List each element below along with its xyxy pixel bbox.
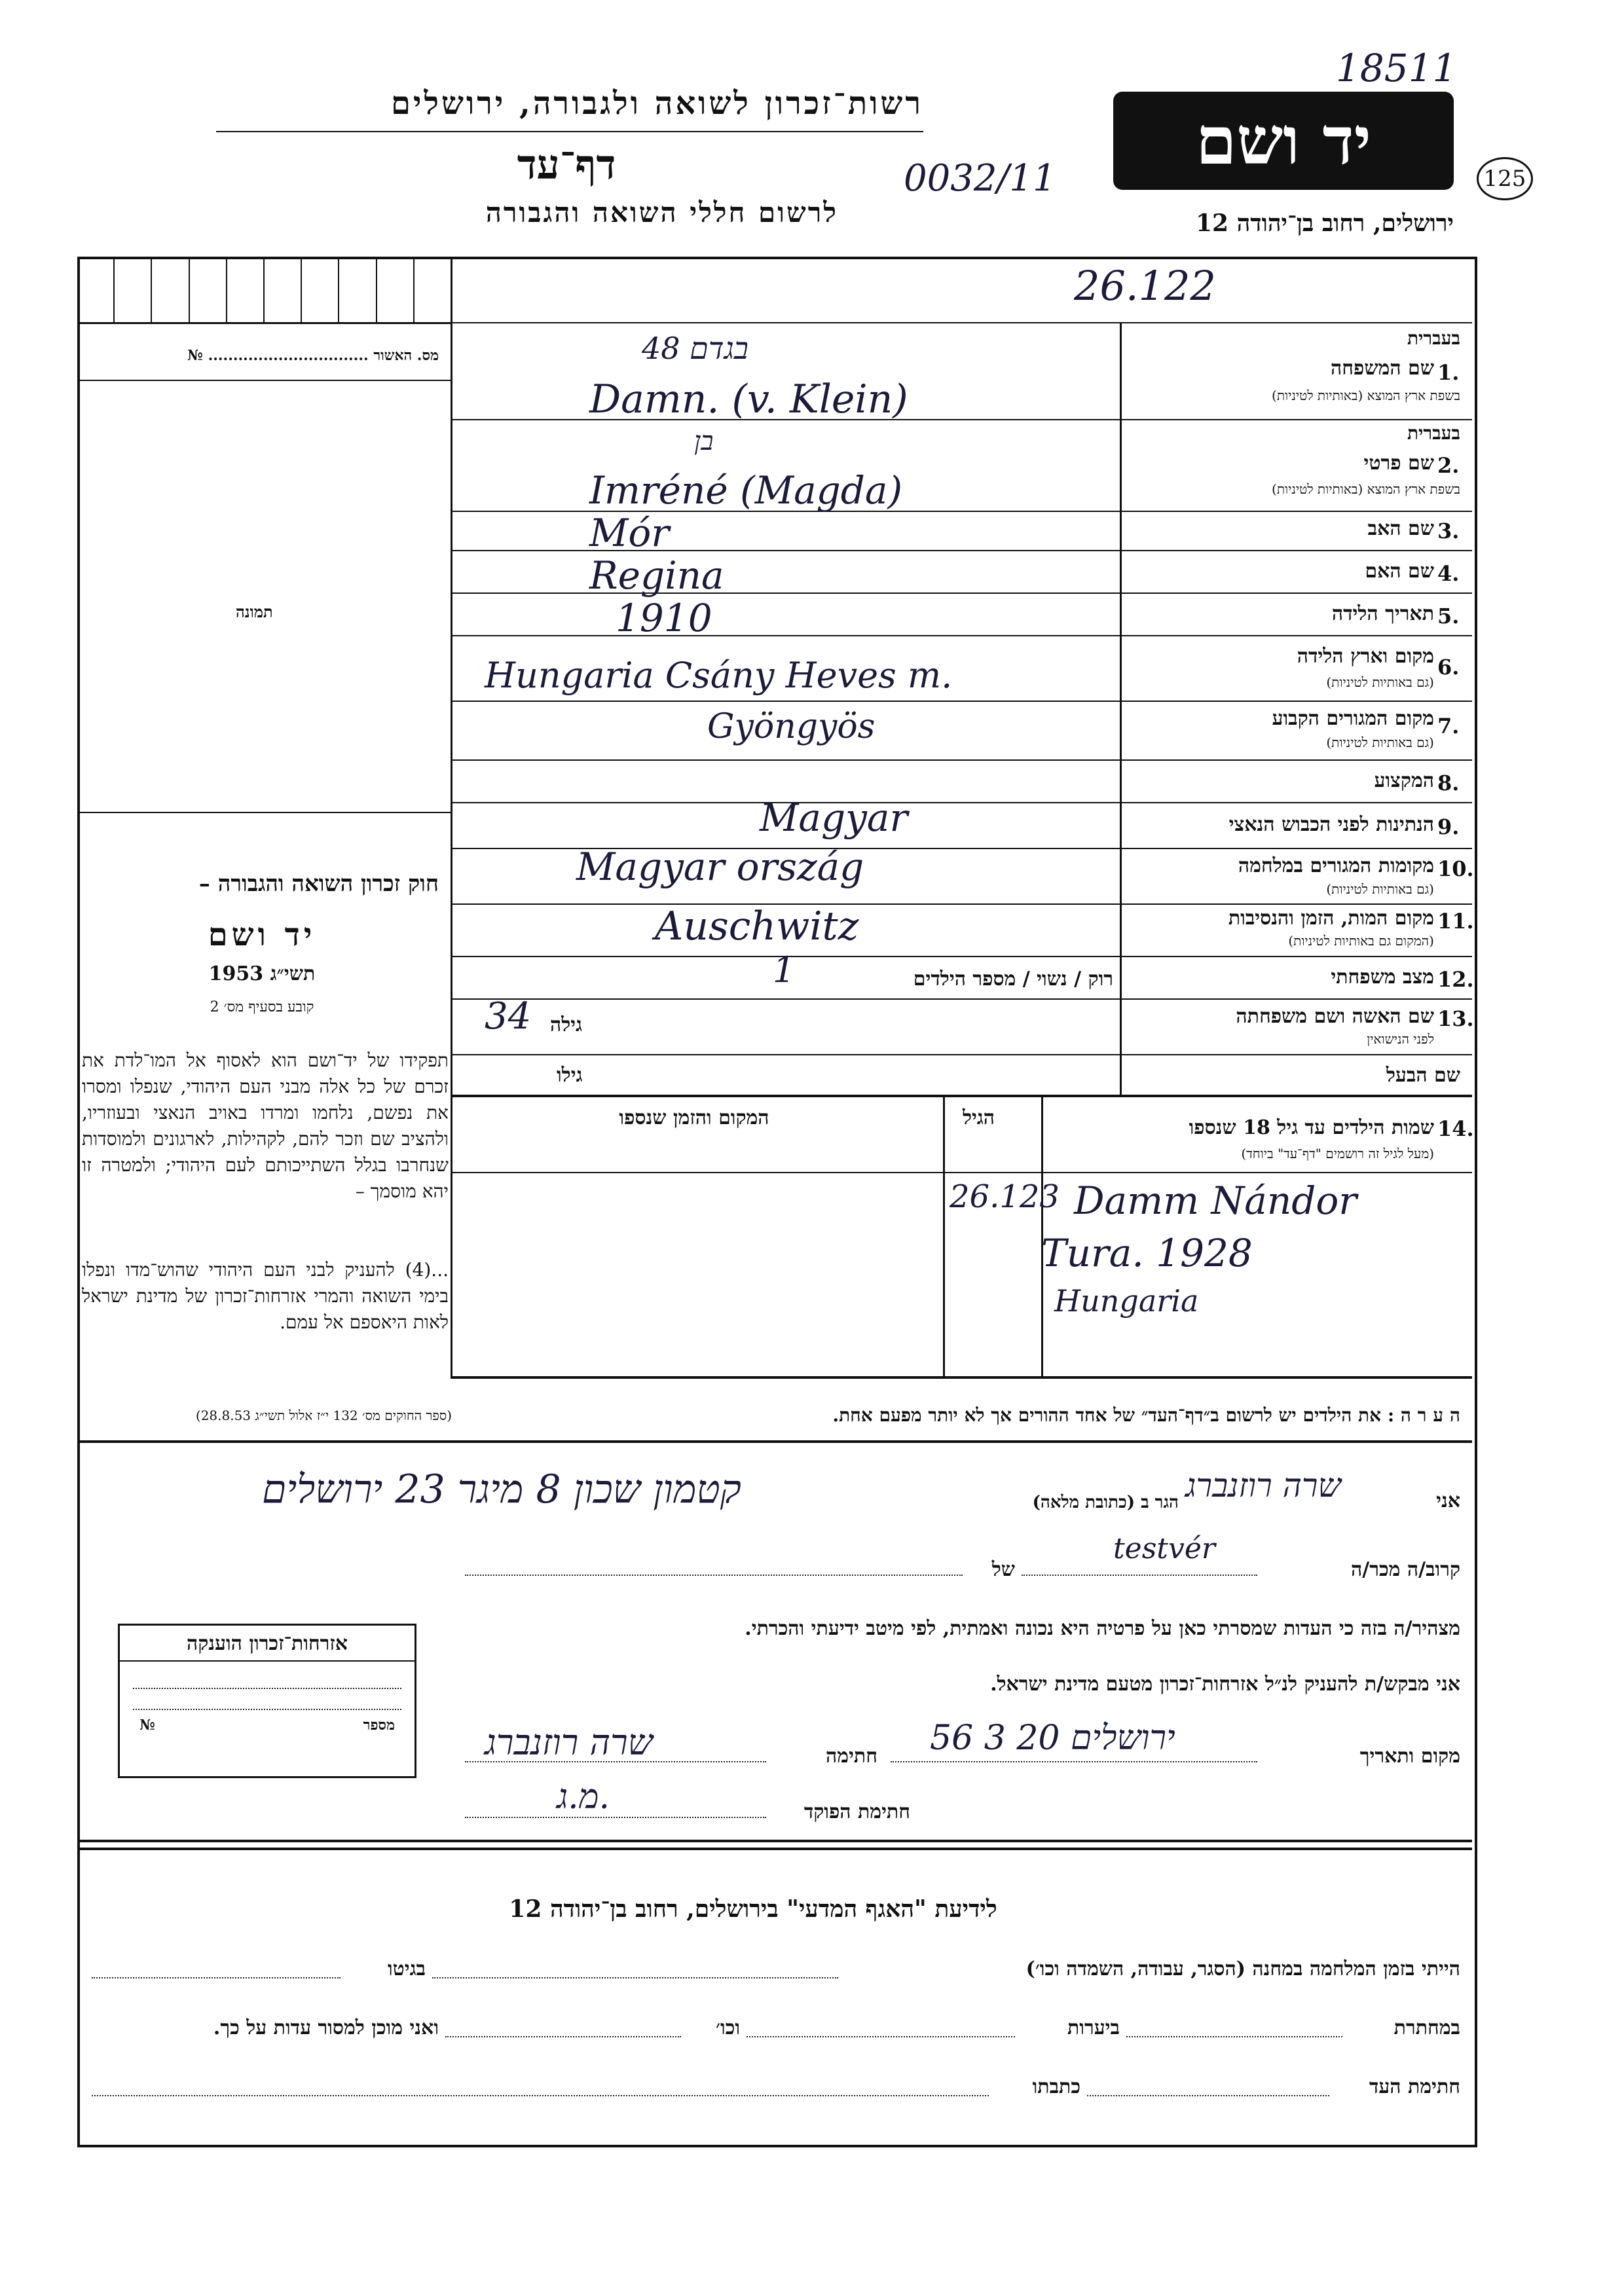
- relation-value: testvér: [1113, 1532, 1215, 1565]
- header-rule: [216, 131, 923, 132]
- field-8-number: 8.: [1437, 771, 1460, 795]
- supervisor-signature: מ.ג.: [557, 1777, 610, 1817]
- field-10-value: Magyar ország: [576, 845, 864, 889]
- of-label: של: [991, 1558, 1015, 1581]
- declarant-address: קטמון שכון 8 מיגר 23 ירושלים: [262, 1467, 741, 1512]
- field-10-label: מקומות המגורים במלחמה: [1238, 854, 1434, 877]
- law-reference: (ספר החוקים מס׳ 132 י״ז אלול תשי״ג 28.8.53): [195, 1408, 452, 1423]
- label-column-divider: [1120, 322, 1122, 1095]
- law-clause: קובע בסעיף מס׳ 2: [210, 999, 314, 1015]
- field-12-label: מצב משפחתי: [1331, 966, 1434, 989]
- row-rule-13: [451, 1054, 1472, 1055]
- row-rule-6: [451, 701, 1472, 702]
- footer-etc-label: וכו׳: [716, 2016, 740, 2039]
- field-9-value: Magyar: [760, 795, 908, 840]
- field-11-value: Auschwitz: [655, 903, 859, 949]
- field-14-sublabel: (מעל לגיל זה רושמים "דף־עד" ביוחד): [1241, 1146, 1434, 1161]
- field-2-hebrew-value: בן: [694, 426, 714, 456]
- field-7-sublabel: (גם באותיות לטיניות): [1326, 735, 1434, 750]
- footer-underground-line: [1126, 2036, 1342, 2037]
- footer-witness-signature-label: חתימת העד: [1369, 2075, 1460, 2098]
- children-header-rule: [451, 1172, 1472, 1173]
- law-text-2: ...(4) להעניק לבני העם היהודי שהוש־מדו ונפלו בימי השואה והמרי אזרחות־זכרון של מדינת ישראל לאות היאספם אל עמם.: [82, 1259, 449, 1333]
- row-rule-7: [451, 759, 1472, 761]
- field-6-number: 6.: [1437, 655, 1460, 680]
- children-note: ה ע ר ה : את הילדים יש לרשום ב״דף־העד״ של אחד ההורים אך לא יותר מפעם אחת.: [832, 1404, 1460, 1426]
- footer-etc-line: [445, 2036, 681, 2037]
- field-9-label: הנתינות לפני הכבוש הנאצי: [1228, 813, 1434, 836]
- form-subtitle: לרשום חללי השואה והגבורה: [485, 196, 838, 228]
- law-year: תשי״ג 1953: [208, 962, 316, 985]
- row-rule-11: [451, 956, 1472, 957]
- approval-number: מס. האשור ................................ №: [187, 347, 439, 364]
- field-14-number: 14.: [1437, 1116, 1474, 1141]
- of-line: [465, 1575, 963, 1576]
- law-title: חוק זכרון השואה והגבורה –: [198, 871, 439, 897]
- age-label: גילה: [550, 1013, 583, 1036]
- declaration-request: אני מבקש/ת להעניק לנ״ל אזרחות־זכרון מטעם מדינת ישראל.: [990, 1673, 1460, 1696]
- field-5-label: תאריך הלידה: [1331, 602, 1434, 625]
- children-bottom-rule: [451, 1376, 1472, 1379]
- footer-address-label: כתבתו: [1032, 2075, 1080, 2098]
- footer-rule-2: [77, 1848, 1472, 1850]
- field-6-sublabel: (גם באותיות לטיניות): [1326, 674, 1434, 690]
- field-2-sublabel: בשפת ארץ המוצא (באותיות לטיניות): [1272, 481, 1460, 497]
- field-11-number: 11.: [1437, 909, 1474, 934]
- registry-number: 0032/11: [904, 157, 1056, 200]
- field-1-sublabel: בשפת ארץ המוצא (באותיות לטיניות): [1272, 388, 1460, 403]
- footer-camp-line: [432, 1977, 838, 1978]
- citizenship-box: [118, 1624, 416, 1778]
- field-11-sublabel: (המקום גם באותיות לטיניות): [1288, 933, 1434, 949]
- top-strip-rule: [451, 322, 1472, 323]
- footer-ghetto-label: בגיטו: [387, 1958, 426, 1980]
- form-title: דף־עד: [517, 141, 616, 189]
- field-5-number: 5.: [1437, 604, 1460, 629]
- photo-rule: [77, 812, 451, 813]
- field-11-label: מקום המות, הזמן והנסיבות: [1228, 907, 1434, 930]
- field-8-label: המקצוע: [1374, 769, 1434, 792]
- note-rule: [77, 1440, 1472, 1443]
- row-rule-10: [451, 903, 1472, 905]
- law-text: תפקידו של יד־ושם הוא לאסוף אל המו־לדת את זכרם של כל אלה מבני העם היהודי, שנפלו ומסרו את נפשם, נלחמו ומרדו באויב הנאצי ובעוזריו, ולהציב שם וזכר להם, לקהילות, לארגונים ולמוסדות שנחרבו בגלל השתייכותם לעם היהודי; ולמטרה זו יהא מוסמך –: [82, 1049, 449, 1202]
- field-2-hebrew-label: בעברית: [1407, 422, 1460, 444]
- husband-label: שם הבעל: [1386, 1064, 1460, 1087]
- field-12-number: 12.: [1437, 967, 1474, 992]
- supervisor-line: [465, 1817, 766, 1818]
- authority-line: רשות־זכרון לשואה ולגבורה, ירושלים: [390, 85, 923, 122]
- place-date-line: [891, 1761, 1257, 1762]
- field-1-number: 1.: [1437, 360, 1460, 385]
- children-left-edge: [451, 1095, 452, 1376]
- field-9-number: 9.: [1437, 814, 1460, 839]
- photo-label: תמונה: [236, 602, 273, 621]
- field-3-value: Mór: [589, 511, 670, 555]
- field-4-number: 4.: [1437, 561, 1460, 586]
- row-rule-12: [451, 998, 1472, 1000]
- hebrew-script-note: 48 בגדם: [642, 331, 748, 366]
- field-7-number: 7.: [1437, 714, 1460, 738]
- row-rule-8: [451, 802, 1472, 803]
- children-age-header: הגיל: [963, 1106, 995, 1129]
- footer-title: לידיעת "האגף המדעי" בירושלים, רחוב בן־יהודה 12: [509, 1895, 997, 1923]
- child-name: Damm Nándor: [1074, 1178, 1357, 1223]
- citizenship-no: №: [139, 1717, 155, 1734]
- relative-label: קרוב/ה מכר/ה: [1351, 1558, 1460, 1581]
- field-10-sublabel: (גם באותיות לטיניות): [1326, 881, 1434, 897]
- field-4-label: שם האם: [1365, 560, 1434, 583]
- field-1-hebrew-label: בעברית: [1407, 327, 1460, 349]
- footer-address-line: [92, 2095, 989, 2096]
- law-name: יד ושם: [208, 917, 316, 953]
- field-7-label: מקום המגורים הקבוע: [1272, 707, 1434, 730]
- field-3-number: 3.: [1437, 519, 1460, 543]
- field-5-value: 1910: [616, 596, 712, 640]
- footer-camp-label: הייתי בזמן המלחמה במחנה (הסגר, עבודה, השמדה וכו׳): [1025, 1958, 1460, 1980]
- field-6-label: מקום וארץ הלידה: [1297, 645, 1434, 668]
- citizenship-number-label: מספר: [363, 1717, 395, 1734]
- footer-underground-label: במחתרת: [1393, 2016, 1460, 2039]
- footer-testimony: ואני מוכן למסור עדות על כך.: [213, 2016, 439, 2039]
- field-10-number: 10.: [1437, 856, 1474, 881]
- field-3-label: שם האב: [1367, 517, 1434, 540]
- page-number-circle: 125: [1477, 157, 1533, 200]
- field-13-label: שם האשה ושם משפחתה: [1236, 1005, 1434, 1028]
- footer-witness-signature-line: [1087, 2095, 1329, 2096]
- header-address: ירושלים, רחוב בן־יהודה 12: [1195, 210, 1454, 237]
- field-2-label: שם פרטי: [1363, 452, 1434, 475]
- children-count-value: 1: [773, 949, 796, 991]
- photo-area: [77, 380, 451, 812]
- row-rule-5: [451, 635, 1472, 636]
- field-13-number: 13.: [1437, 1006, 1474, 1031]
- footer-rule-1: [77, 1840, 1472, 1842]
- field-2-value: Imréné (Magda): [589, 468, 903, 513]
- place-date-value: ירושלים 20 3 56: [930, 1719, 1175, 1758]
- declarant-name: שרה רוזנברג: [1185, 1467, 1341, 1504]
- left-column-divider: [451, 257, 452, 1095]
- field-13-sublabel: לפני הנישואין: [1367, 1031, 1434, 1047]
- footer-forest-line: [747, 2036, 1015, 2037]
- field-7-value: Gyöngyös: [707, 707, 876, 746]
- code-boxes: [77, 257, 451, 324]
- residing-label: הגר ב (כתובת מלאה): [1032, 1493, 1179, 1512]
- signature-value: שרה רוזנברג: [485, 1722, 653, 1763]
- citizenship-title: אזרחות־זכרון הוענקה: [120, 1632, 415, 1662]
- field-1-label: שם המשפחה: [1330, 357, 1434, 380]
- section-rule-children: [451, 1095, 1472, 1097]
- form-number: 26.122: [1074, 262, 1216, 310]
- field-4-value: Regina: [589, 553, 724, 598]
- field-14-label: שמות הילדים עד גיל 18 שנספו: [1189, 1116, 1434, 1139]
- children-col-1: [943, 1095, 945, 1376]
- signature-line: [465, 1761, 766, 1762]
- child-country: Hungaria: [1054, 1283, 1199, 1319]
- citizenship-blank-1: [133, 1688, 401, 1689]
- children-place-header: המקום והזמן שנספו: [619, 1106, 769, 1129]
- top-reference-number: 18511: [1336, 46, 1457, 90]
- age-value: 34: [485, 995, 532, 1038]
- footer-forest-label: ביערות: [1067, 2016, 1120, 2039]
- footer-ghetto-line: [92, 1977, 341, 1978]
- place-date-label: מקום ותאריך: [1359, 1745, 1460, 1768]
- declaration-statement: מצהיר/ה בזה כי העדות שמסרתי כאן על פרטיה היא נכונה ואמתית, לפי מיטב ידיעתי והכרתי.: [745, 1617, 1460, 1640]
- declaration-i-label: אני: [1436, 1489, 1460, 1512]
- child-reference-number: 26.123: [950, 1178, 1060, 1215]
- family-status-options: רוק / נשוי / מספר הילדים: [913, 968, 1113, 991]
- signature-label: חתימה: [826, 1745, 877, 1768]
- field-2-number: 2.: [1437, 453, 1460, 478]
- supervisor-label: חתימת הפוקד: [803, 1800, 910, 1823]
- husband-age-label: גילו: [557, 1064, 583, 1087]
- relation-line: [1022, 1575, 1257, 1576]
- field-6-value: Hungaria Csány Heves m.: [485, 655, 953, 696]
- yad-vashem-logo: יד ושם: [1113, 92, 1454, 190]
- child-birth: Tura. 1928: [1041, 1231, 1253, 1275]
- field-1-value: Damn. (v. Klein): [589, 376, 908, 422]
